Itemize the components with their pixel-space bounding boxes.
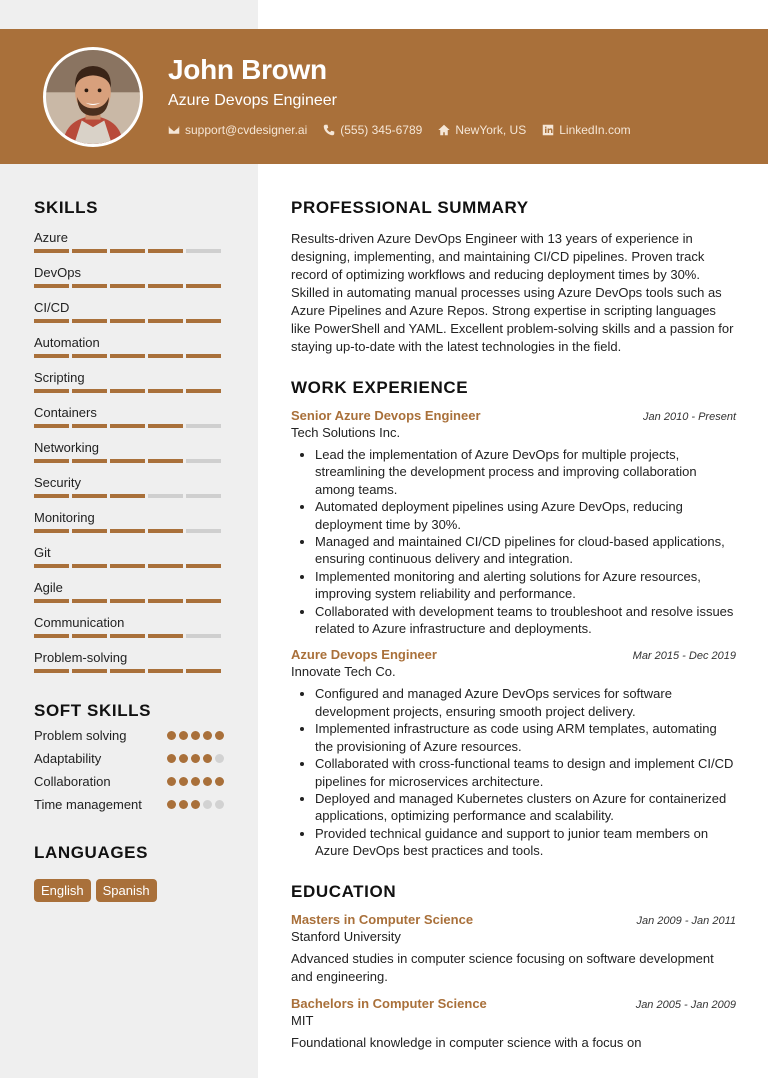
- soft-skill-name: Adaptability: [34, 751, 102, 766]
- summary-text: Results-driven Azure DevOps Engineer with 13 years of experience in designing, implementing, and maintaining CI/CD pipelines. Proven track record of optimizing workflows and reducing deployment times by 30%. Skilled in automating manual processes using Azure DevOps tools such as Azure Pipelines and Azure Repos. Strong expertise in scripting languages like PowerShell and YAML. Excellent problem-solving skills and a passion for staying up-to-date with the latest technologies in the field.: [291, 231, 734, 354]
- soft-skill-rating: [167, 754, 224, 763]
- skill-name: Communication: [34, 615, 125, 630]
- skill-level-segment: [72, 319, 107, 323]
- skill-level-bar: [34, 389, 224, 393]
- skill-level-segment: [148, 599, 183, 603]
- profile-photo-icon: [46, 50, 140, 144]
- skill-level-segment: [110, 564, 145, 568]
- job-entry: [291, 408, 736, 637]
- education-entry: [291, 912, 736, 986]
- skill-level-bar: [34, 494, 224, 498]
- skill-level-segment: [72, 459, 107, 463]
- skill-level-bar: [34, 529, 224, 533]
- phone-icon: [323, 124, 335, 136]
- skill-item: [34, 405, 224, 428]
- job-bullet: • Collaborated with cross-functional teams to design and implement CI/CD pipelines for microservices architecture.: [315, 755, 736, 790]
- language-badge: Spanish: [96, 879, 157, 902]
- rating-dot: [179, 731, 188, 740]
- skill-level-segment: [34, 634, 69, 638]
- skill-item: [34, 545, 224, 568]
- education-entry: [291, 996, 736, 1052]
- skill-level-segment: [110, 249, 145, 253]
- job-bullet: • Provided technical guidance and support to junior team members on Azure DevOps best practices and tools.: [315, 825, 736, 860]
- job-bullet: • Lead the implementation of Azure DevOps for multiple projects, streamlining the development process and improving collaboration among teams.: [315, 446, 736, 498]
- skill-level-segment: [110, 634, 145, 638]
- job-bullet: • Automated deployment pipelines using Azure DevOps, reducing deployment time by 30%.: [315, 498, 736, 533]
- soft-skill-rating: [167, 731, 224, 740]
- skill-level-bar: [34, 459, 224, 463]
- skill-level-segment: [110, 459, 145, 463]
- skill-level-segment: [34, 599, 69, 603]
- skill-name: Agile: [34, 580, 63, 595]
- skill-name: CI/CD: [34, 300, 70, 315]
- skill-level-segment: [72, 529, 107, 533]
- skill-level-segment: [148, 424, 183, 428]
- skill-level-segment: [186, 669, 221, 673]
- avatar: [43, 47, 143, 147]
- job-bullet: • Implemented monitoring and alerting solutions for Azure resources, improving system reliability and performance.: [315, 568, 736, 603]
- skill-level-segment: [148, 529, 183, 533]
- experience-list: [291, 408, 736, 860]
- skill-level-segment: [34, 319, 69, 323]
- skill-level-segment: [110, 319, 145, 323]
- skill-level-segment: [72, 599, 107, 603]
- candidate-title: Azure Devops Engineer: [168, 92, 337, 109]
- skill-name: Containers: [34, 405, 97, 420]
- soft-skills-heading: SOFT SKILLS: [34, 701, 152, 720]
- skill-level-segment: [110, 529, 145, 533]
- skill-level-bar: [34, 424, 224, 428]
- soft-skill-item: [34, 796, 224, 813]
- skill-level-segment: [72, 564, 107, 568]
- soft-skill-name: Time management: [34, 797, 142, 812]
- skill-level-segment: [148, 249, 183, 253]
- skill-level-segment: [186, 424, 221, 428]
- rating-dot: [167, 777, 176, 786]
- skill-level-segment: [110, 599, 145, 603]
- rating-dot: [215, 777, 224, 786]
- rating-dot: [203, 800, 212, 809]
- rating-dot: [179, 777, 188, 786]
- skill-level-segment: [186, 284, 221, 288]
- contact-email[interactable]: [168, 123, 307, 137]
- skill-level-segment: [34, 564, 69, 568]
- skill-level-segment: [148, 389, 183, 393]
- education-degree: Bachelors in Computer Science: [291, 995, 487, 1011]
- skill-level-segment: [186, 564, 221, 568]
- education-school: MIT: [291, 1012, 314, 1028]
- contact-linkedin-text: LinkedIn.com: [559, 123, 631, 137]
- home-icon: [438, 124, 450, 136]
- job-role: Azure Devops Engineer: [291, 647, 437, 663]
- contact-location-text: NewYork, US: [455, 123, 527, 137]
- skill-name: Security: [34, 475, 81, 490]
- skill-level-bar: [34, 284, 224, 288]
- rating-dot: [215, 731, 224, 740]
- soft-skill-item: [34, 727, 224, 744]
- skill-level-segment: [34, 389, 69, 393]
- skill-level-segment: [34, 284, 69, 288]
- skill-level-segment: [186, 529, 221, 533]
- skill-level-segment: [72, 354, 107, 358]
- education-header: [291, 996, 736, 1011]
- skill-level-bar: [34, 669, 224, 673]
- skill-level-bar: [34, 319, 224, 323]
- skill-name: Azure: [34, 230, 68, 245]
- skill-level-segment: [110, 389, 145, 393]
- skill-level-segment: [186, 634, 221, 638]
- skill-level-segment: [110, 494, 145, 498]
- skill-item: [34, 650, 224, 673]
- skill-level-segment: [34, 249, 69, 253]
- job-role: Senior Azure Devops Engineer: [291, 408, 481, 423]
- soft-skill-item: [34, 750, 224, 767]
- skill-level-segment: [148, 634, 183, 638]
- skill-level-segment: [72, 389, 107, 393]
- rating-dot: [191, 777, 200, 786]
- skill-level-bar: [34, 634, 224, 638]
- skill-level-segment: [34, 459, 69, 463]
- summary-heading: PROFESSIONAL SUMMARY: [291, 198, 529, 217]
- rating-dot: [215, 754, 224, 763]
- education-list: [291, 912, 736, 1052]
- skill-level-segment: [110, 424, 145, 428]
- rating-dot: [191, 754, 200, 763]
- education-degree: Masters in Computer Science: [291, 911, 474, 927]
- soft-skills-list: [34, 727, 224, 813]
- job-bullet: • Collaborated with development teams to troubleshoot and resolve issues related to Azure infrastructure and deployments.: [315, 603, 736, 638]
- skill-level-segment: [148, 319, 183, 323]
- job-company: Innovate Tech Co.: [291, 664, 396, 680]
- skill-level-segment: [72, 249, 107, 253]
- experience-heading: WORK EXPERIENCE: [291, 378, 469, 397]
- skill-level-segment: [34, 669, 69, 673]
- contact-list: [168, 123, 631, 137]
- skill-level-bar: [34, 564, 224, 568]
- skill-level-segment: [110, 284, 145, 288]
- skill-level-segment: [148, 494, 183, 498]
- education-school: Stanford University: [291, 928, 401, 944]
- skill-level-segment: [110, 354, 145, 358]
- rating-dot: [203, 777, 212, 786]
- language-badge: English: [34, 879, 91, 902]
- skill-level-bar: [34, 354, 224, 358]
- envelope-icon: [168, 124, 180, 136]
- job-bullets: [291, 446, 736, 637]
- rating-dot: [191, 800, 200, 809]
- job-bullets: [291, 685, 736, 859]
- soft-skill-item: [34, 773, 224, 790]
- contact-email-text: support@cvdesigner.ai: [185, 123, 308, 137]
- skill-level-segment: [148, 284, 183, 288]
- candidate-name: John Brown: [168, 54, 327, 85]
- skill-name: Git: [34, 545, 51, 560]
- skill-level-segment: [34, 529, 69, 533]
- job-entry: [291, 647, 736, 859]
- soft-skill-name: Problem solving: [34, 728, 127, 743]
- skill-level-segment: [72, 284, 107, 288]
- rating-dot: [191, 731, 200, 740]
- rating-dot: [167, 754, 176, 763]
- skill-name: DevOps: [34, 265, 81, 280]
- job-header: [291, 408, 736, 423]
- left-column: [34, 198, 224, 902]
- education-description: Foundational knowledge in computer science with a focus on: [291, 1034, 642, 1050]
- skill-level-segment: [186, 494, 221, 498]
- rating-dot: [167, 800, 176, 809]
- skill-level-segment: [148, 354, 183, 358]
- skill-item: [34, 335, 224, 358]
- linkedin-icon: [542, 124, 554, 136]
- education-date: Jan 2009 - Jan 2011: [636, 914, 736, 927]
- skill-level-segment: [72, 634, 107, 638]
- skill-level-segment: [34, 354, 69, 358]
- skill-item: [34, 475, 224, 498]
- skill-name: Automation: [34, 335, 100, 350]
- skill-level-segment: [72, 424, 107, 428]
- skill-level-segment: [186, 389, 221, 393]
- contact-linkedin[interactable]: [542, 123, 630, 137]
- skill-level-segment: [34, 424, 69, 428]
- skill-level-segment: [186, 354, 221, 358]
- skill-level-segment: [186, 249, 221, 253]
- skill-item: [34, 510, 224, 533]
- skill-item: [34, 440, 224, 463]
- skill-level-segment: [72, 494, 107, 498]
- rating-dot: [203, 731, 212, 740]
- right-column: [291, 198, 736, 1052]
- job-date: Mar 2015 - Dec 2019: [632, 650, 736, 663]
- skills-heading: SKILLS: [34, 198, 99, 217]
- education-header: [291, 912, 736, 927]
- skill-level-bar: [34, 249, 224, 253]
- skill-item: [34, 370, 224, 393]
- rating-dot: [215, 800, 224, 809]
- job-company: Tech Solutions Inc.: [291, 425, 401, 440]
- skill-item: [34, 300, 224, 323]
- skill-name: Monitoring: [34, 510, 95, 525]
- skill-level-segment: [186, 599, 221, 603]
- skill-level-segment: [186, 319, 221, 323]
- job-bullet: • Configured and managed Azure DevOps services for software development projects, ensuring smooth project delivery.: [315, 685, 736, 720]
- languages-list: [34, 879, 224, 902]
- education-date: Jan 2005 - Jan 2009: [635, 998, 736, 1011]
- rating-dot: [179, 800, 188, 809]
- skill-item: [34, 615, 224, 638]
- skill-level-bar: [34, 599, 224, 603]
- education-description: Advanced studies in computer science focusing on software development and engineering.: [291, 950, 714, 984]
- skill-item: [34, 265, 224, 288]
- job-bullet: • Deployed and managed Kubernetes clusters on Azure for containerized applications, optimizing performance and scalability.: [315, 790, 736, 825]
- skill-level-segment: [34, 494, 69, 498]
- job-bullet: • Managed and maintained CI/CD pipelines for cloud-based applications, ensuring continuous delivery and integration.: [315, 533, 736, 568]
- soft-skill-rating: [167, 800, 224, 809]
- skill-level-segment: [186, 459, 221, 463]
- skills-list: [34, 230, 224, 673]
- skill-item: [34, 230, 224, 253]
- job-bullet: • Implemented infrastructure as code using ARM templates, automating the provisioning of Azure resources.: [315, 720, 736, 755]
- job-date: Jan 2010 - Present: [643, 411, 736, 423]
- contact-phone-text: (555) 345-6789: [340, 123, 423, 137]
- skill-level-segment: [148, 564, 183, 568]
- skill-name: Scripting: [34, 370, 85, 385]
- skill-level-segment: [72, 669, 107, 673]
- contact-location: [438, 123, 526, 137]
- education-heading: EDUCATION: [291, 881, 397, 901]
- rating-dot: [167, 731, 176, 740]
- job-header: [291, 647, 736, 662]
- soft-skill-rating: [167, 777, 224, 786]
- rating-dot: [179, 754, 188, 763]
- skill-item: [34, 580, 224, 603]
- soft-skill-name: Collaboration: [34, 774, 111, 789]
- skill-level-segment: [148, 669, 183, 673]
- skill-level-segment: [110, 669, 145, 673]
- languages-heading: LANGUAGES: [34, 843, 149, 862]
- skill-name: Networking: [34, 440, 100, 455]
- rating-dot: [203, 754, 212, 763]
- contact-phone[interactable]: [323, 123, 422, 137]
- skill-level-segment: [148, 459, 183, 463]
- skill-name: Problem-solving: [34, 650, 128, 665]
